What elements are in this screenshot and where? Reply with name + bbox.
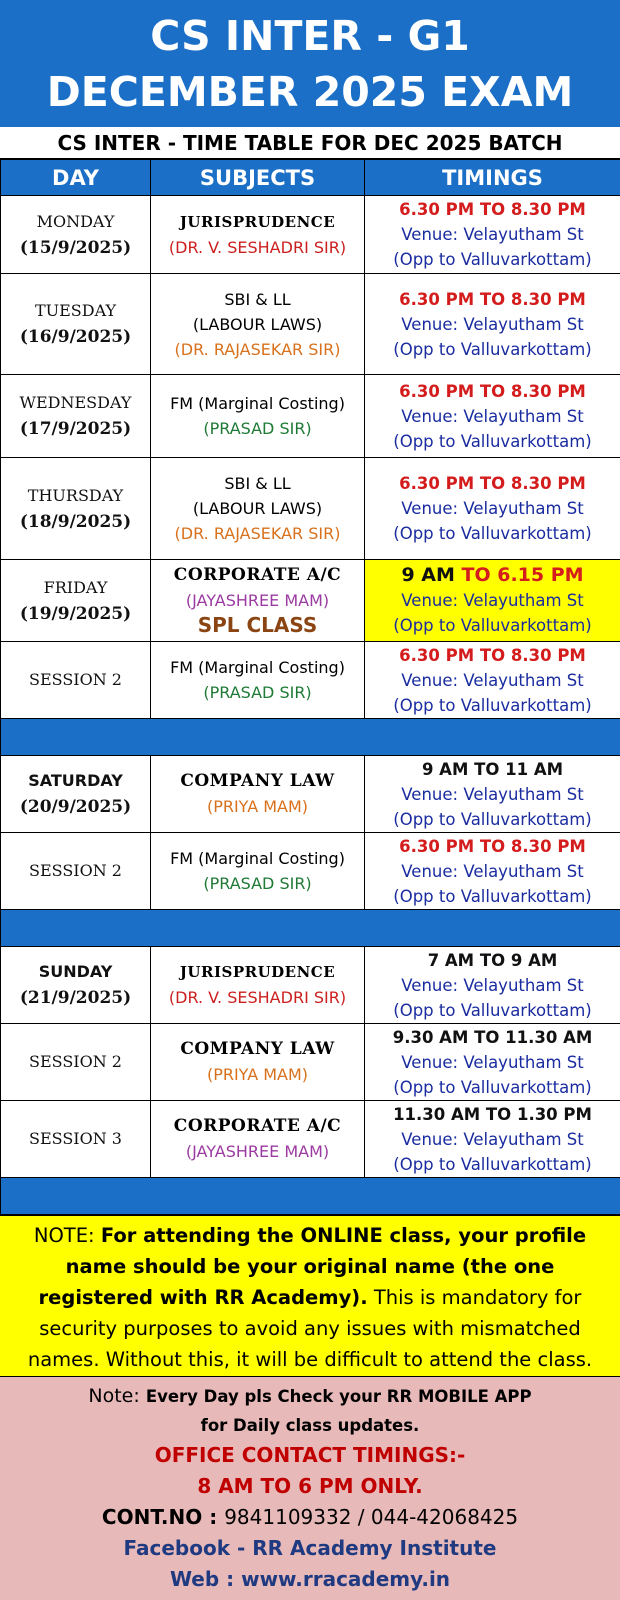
col-header-day: DAY xyxy=(1,160,151,196)
subject-cell xyxy=(151,274,365,375)
note-rest-text: This is mandatory for security purposes to avoid any issues with mismatched names. Without this, it will be difficult to attend the class. xyxy=(27,1286,593,1371)
venue-line-1: Venue: Velayutham St xyxy=(401,591,584,610)
day-date: (19/9/2025) xyxy=(19,603,132,624)
class-time: 9.30 AM TO 11.30 AM xyxy=(392,1027,593,1047)
venue-line-2: (Opp to Valluvarkottam) xyxy=(393,886,592,906)
page-subtitle: CS INTER - TIME TABLE FOR DEC 2025 BATCH xyxy=(0,127,620,159)
col-header-subjects: SUBJECTS xyxy=(151,160,365,196)
subject-cell xyxy=(151,756,365,833)
timing-cell xyxy=(365,947,620,1024)
venue-line-1: Venue: Velayutham St xyxy=(401,499,584,518)
class-time: 6.30 PM TO 8.30 PM xyxy=(399,289,586,309)
separator-band xyxy=(1,1178,620,1215)
faculty-name: (JAYASHREE MAM) xyxy=(185,1142,330,1161)
subject-cell xyxy=(151,947,365,1024)
col-header-timings: TIMINGS xyxy=(365,160,620,196)
table-row xyxy=(1,1024,620,1101)
subject-name: FM (Marginal Costing) xyxy=(170,394,345,413)
venue-line-1: Venue: Velayutham St xyxy=(401,670,584,690)
subject-name: CORPORATE A/C xyxy=(173,565,342,585)
day-cell xyxy=(1,375,151,458)
day-name: SATURDAY xyxy=(28,771,123,790)
day-cell xyxy=(1,196,151,274)
faculty-name: (PRIYA MAM) xyxy=(206,1065,309,1084)
venue-line-1: Venue: Velayutham St xyxy=(401,784,584,804)
app-note-line-2: for Daily class updates. xyxy=(200,1416,420,1435)
table-row xyxy=(1,833,620,910)
class-time-end: TO 6.15 PM xyxy=(454,564,584,586)
separator-band xyxy=(1,910,620,947)
day-name: FRIDAY xyxy=(43,577,108,597)
subject-cell xyxy=(151,1101,365,1178)
subject-name: SBI & LL xyxy=(224,474,291,493)
app-note-prefix: Note: xyxy=(88,1385,146,1407)
day-name: SUNDAY xyxy=(38,962,113,981)
faculty-name: (DR. V. SESHADRI SIR) xyxy=(168,988,347,1007)
day-date: (21/9/2025) xyxy=(19,988,132,1008)
timing-cell xyxy=(365,375,620,458)
subject-detail: (LABOUR LAWS) xyxy=(192,314,323,334)
timing-cell xyxy=(365,1101,620,1178)
timing-cell xyxy=(365,274,620,375)
day-name: SESSION 3 xyxy=(29,1129,122,1148)
venue-line-2: (Opp to Valluvarkottam) xyxy=(393,524,592,543)
table-header-row xyxy=(1,160,620,196)
venue-line-1: Venue: Velayutham St xyxy=(401,861,584,881)
subject-cell xyxy=(151,833,365,910)
table-row xyxy=(1,756,620,833)
class-time: 6.30 PM TO 8.30 PM xyxy=(399,474,586,493)
title-line-2: DECEMBER 2025 EXAM xyxy=(46,67,574,116)
table-row xyxy=(1,642,620,719)
day-name: TUESDAY xyxy=(34,301,117,320)
venue-line-2: (Opp to Valluvarkottam) xyxy=(393,1154,592,1174)
subject-name: FM (Marginal Costing) xyxy=(170,658,345,677)
contact-footer xyxy=(0,1377,620,1600)
day-date: (17/9/2025) xyxy=(19,419,132,439)
day-name: SESSION 2 xyxy=(29,1052,122,1071)
day-name: THURSDAY xyxy=(27,485,124,505)
separator-row xyxy=(1,719,620,756)
timing-cell-highlight xyxy=(365,560,620,642)
faculty-name: (DR. RAJASEKAR SIR) xyxy=(174,524,341,543)
contact-numbers xyxy=(0,1502,620,1533)
venue-line-2: (Opp to Valluvarkottam) xyxy=(393,339,592,359)
faculty-name: (PRASAD SIR) xyxy=(203,874,312,893)
class-time: 6.30 PM TO 8.30 PM xyxy=(399,381,586,401)
website-link[interactable]: Web : www.rracademy.in xyxy=(169,1567,451,1591)
subject-cell xyxy=(151,375,365,458)
table-row xyxy=(1,274,620,375)
timing-cell xyxy=(365,833,620,910)
subject-name: FM (Marginal Costing) xyxy=(170,849,345,868)
day-cell xyxy=(1,458,151,560)
class-time: 7 AM TO 9 AM xyxy=(427,950,558,970)
note-bold-text: For attending the ONLINE class, your profile name should be your original name (the one registered with RR Academy). xyxy=(38,1224,587,1309)
day-cell xyxy=(1,947,151,1024)
day-cell xyxy=(1,274,151,375)
venue-line-2: (Opp to Valluvarkottam) xyxy=(393,431,592,451)
subject-name: JURISPRUDENCE xyxy=(179,212,336,231)
subject-cell xyxy=(151,196,365,274)
timetable xyxy=(0,159,620,1215)
online-class-note xyxy=(0,1215,620,1377)
class-time xyxy=(367,563,618,588)
timing-cell xyxy=(365,196,620,274)
table-row xyxy=(1,458,620,560)
venue-line-1: Venue: Velayutham St xyxy=(401,225,584,244)
faculty-name: (JAYASHREE MAM) xyxy=(185,591,330,610)
faculty-name: (PRASAD SIR) xyxy=(203,419,312,438)
subject-cell xyxy=(151,560,365,642)
timing-cell xyxy=(365,1024,620,1101)
subject-name: SBI & LL xyxy=(224,289,291,309)
timing-cell xyxy=(365,642,620,719)
note-prefix: NOTE: xyxy=(33,1224,101,1247)
subject-detail: (LABOUR LAWS) xyxy=(192,499,323,518)
class-time: 9 AM TO 11 AM xyxy=(421,759,564,779)
venue-line-2: (Opp to Valluvarkottam) xyxy=(393,250,592,269)
table-row xyxy=(1,375,620,458)
day-cell xyxy=(1,642,151,719)
separator-row xyxy=(1,1178,620,1215)
day-date: (20/9/2025) xyxy=(19,797,132,817)
class-time: 6.30 PM TO 8.30 PM xyxy=(399,645,586,665)
venue-line-1: Venue: Velayutham St xyxy=(401,975,584,995)
day-name: MONDAY xyxy=(36,211,115,231)
venue-line-2: (Opp to Valluvarkottam) xyxy=(393,695,592,715)
app-note xyxy=(0,1381,620,1412)
class-time: 6.30 PM TO 8.30 PM xyxy=(399,200,586,219)
contact-label: CONT.NO : xyxy=(101,1505,225,1529)
venue-line-1: Venue: Velayutham St xyxy=(401,406,584,426)
table-row xyxy=(1,196,620,274)
title-line-1: CS INTER - G1 xyxy=(150,11,470,60)
venue-line-1: Venue: Velayutham St xyxy=(401,314,584,334)
day-date: (15/9/2025) xyxy=(19,237,132,258)
faculty-name: (DR. V. SESHADRI SIR) xyxy=(168,237,347,257)
day-cell xyxy=(1,1101,151,1178)
facebook-link[interactable]: Facebook - RR Academy Institute xyxy=(123,1536,497,1560)
office-timings-label: OFFICE CONTACT TIMINGS:- xyxy=(154,1443,466,1467)
subject-cell xyxy=(151,1024,365,1101)
day-date: (18/9/2025) xyxy=(19,511,132,532)
class-time: 11.30 AM TO 1.30 PM xyxy=(393,1104,592,1124)
venue-line-2: (Opp to Valluvarkottam) xyxy=(393,1000,592,1020)
table-row xyxy=(1,1101,620,1178)
subject-name: COMPANY LAW xyxy=(180,1039,335,1059)
subject-cell xyxy=(151,458,365,560)
subject-cell xyxy=(151,642,365,719)
separator-band xyxy=(1,719,620,756)
timing-cell xyxy=(365,756,620,833)
table-row xyxy=(1,947,620,1024)
faculty-name: (PRASAD SIR) xyxy=(203,683,312,702)
day-name: WEDNESDAY xyxy=(19,393,132,412)
subject-name: JURISPRUDENCE xyxy=(179,963,336,981)
table-row xyxy=(1,560,620,642)
venue-line-1: Venue: Velayutham St xyxy=(401,1129,584,1149)
day-cell xyxy=(1,833,151,910)
venue-line-1: Venue: Velayutham St xyxy=(401,1052,584,1072)
office-timings-hours: 8 AM TO 6 PM ONLY. xyxy=(197,1474,423,1498)
faculty-name: (PRIYA MAM) xyxy=(206,797,309,816)
venue-line-2: (Opp to Valluvarkottam) xyxy=(393,809,592,829)
class-time-start: 9 AM xyxy=(401,564,455,586)
faculty-name: (DR. RAJASEKAR SIR) xyxy=(174,339,341,359)
day-name: SESSION 2 xyxy=(29,670,122,689)
special-class-label: SPL CLASS xyxy=(197,613,318,637)
separator-row xyxy=(1,910,620,947)
day-date: (16/9/2025) xyxy=(19,327,132,347)
contact-numbers-value: 9841109332 / 044-42068425 xyxy=(224,1505,519,1529)
day-name: SESSION 2 xyxy=(29,861,122,880)
app-note-bold: Every Day pls Check your RR MOBILE APP xyxy=(145,1387,532,1406)
day-cell xyxy=(1,1024,151,1101)
venue-line-2: (Opp to Valluvarkottam) xyxy=(393,1077,592,1097)
subject-name: CORPORATE A/C xyxy=(173,1116,342,1136)
timing-cell xyxy=(365,458,620,560)
venue-line-2: (Opp to Valluvarkottam) xyxy=(393,616,592,635)
title-banner xyxy=(0,0,620,127)
day-cell xyxy=(1,560,151,642)
class-time: 6.30 PM TO 8.30 PM xyxy=(399,836,586,856)
subject-name: COMPANY LAW xyxy=(180,771,335,791)
day-cell xyxy=(1,756,151,833)
